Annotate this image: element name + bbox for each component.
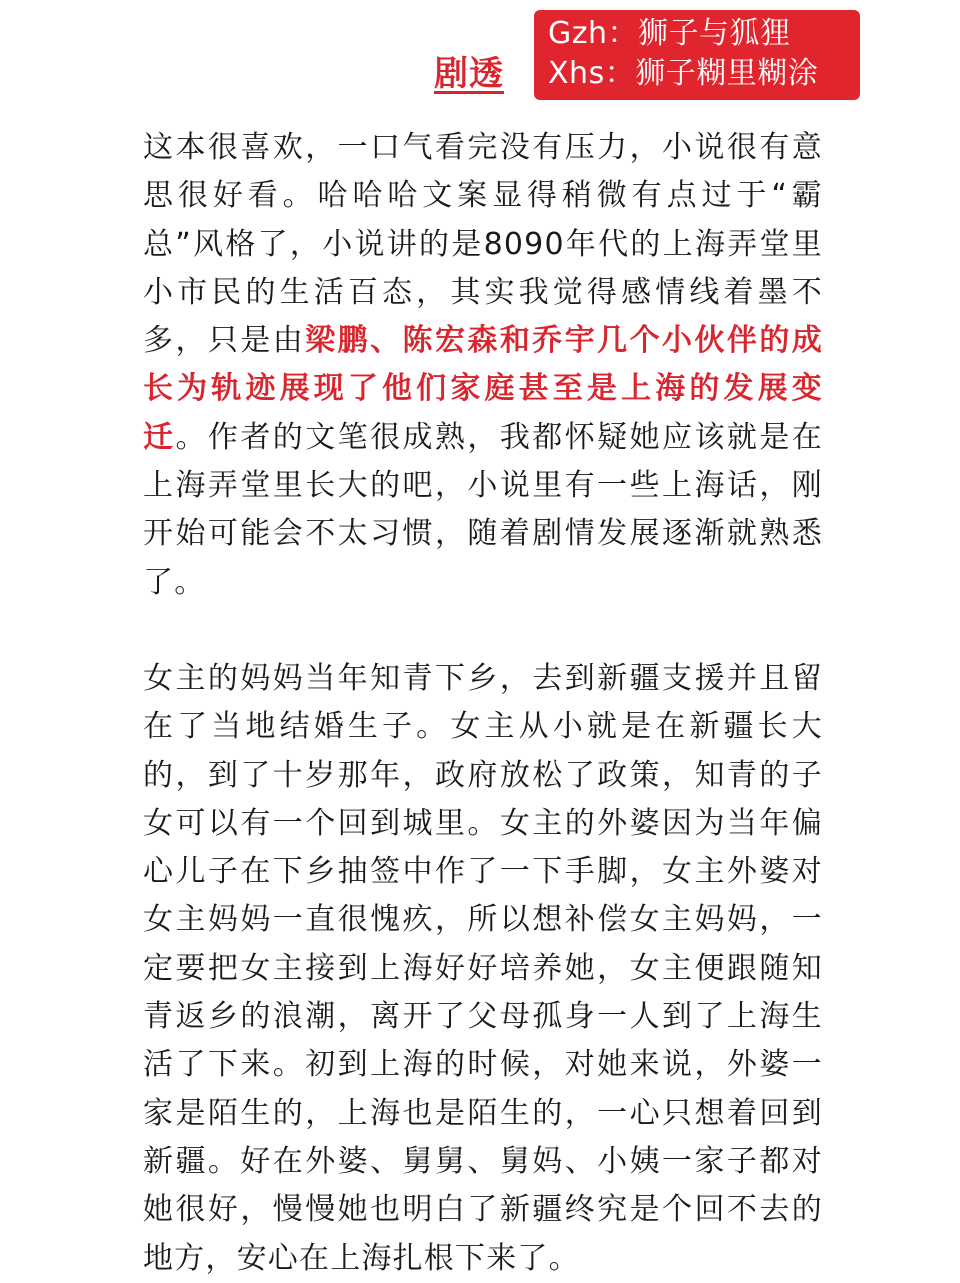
badge-line-xhs: Xhs：狮子糊里糊涂 — [548, 56, 819, 91]
paragraph-1-text-before: 这本很喜欢，一口气看完没有压力，小说很有意思很好看。哈哈哈文案显得稍微有点过于“霸总”风格了，小说讲的是8090年代的上海弄堂里小市民的生活百态，其实我觉得感情线着墨不多，只是由 — [143, 130, 823, 359]
spoiler-tag: 剧透 — [434, 54, 504, 94]
paragraph-1-text-after: 。作者的文笔很成熟，我都怀疑她应该就是在上海弄堂里长大的吧，小说里有一些上海话，刚开始可能会不太习惯，随着剧情发展逐渐就熟悉了。 — [143, 419, 824, 600]
header — [0, 10, 960, 110]
account-badge — [534, 10, 860, 100]
paragraph-2: 女主的妈妈当年知青下乡，去到新疆支援并且留在了当地结婚生子。女主从小就是在新疆长大的，到了十岁那年，政府放松了政策，知青的子女可以有一个回到城里。女主的外婆因为当年偏心儿子在下乡抽签中作了一下手脚，女主外婆对女主妈妈一直很愧疚，所以想补偿女主妈妈，一定要把女主接到上海好好培养她，女主便跟随知青返乡的浪潮，离开了父母孤身一人到了上海生活了下来。初到上海的时候，对她来说，外婆一家是陌生的，上海也是陌生的，一心只想着回到新疆。好在外婆、舅舅、舅妈、小姨一家子都对她很好，慢慢她也明白了新疆终究是个回不去的地方，安心在上海扎根下来了。 — [143, 660, 823, 1276]
badge-line-gzh: Gzh：狮子与狐狸 — [548, 16, 791, 51]
article-body — [143, 124, 823, 1283]
paragraph-1 — [143, 124, 823, 607]
paragraph-1-highlight: 梁鹏、陈宏森和乔宇几个小伙伴的成长为轨迹展现了他们家庭甚至是上海的发展变迁 — [143, 323, 824, 455]
